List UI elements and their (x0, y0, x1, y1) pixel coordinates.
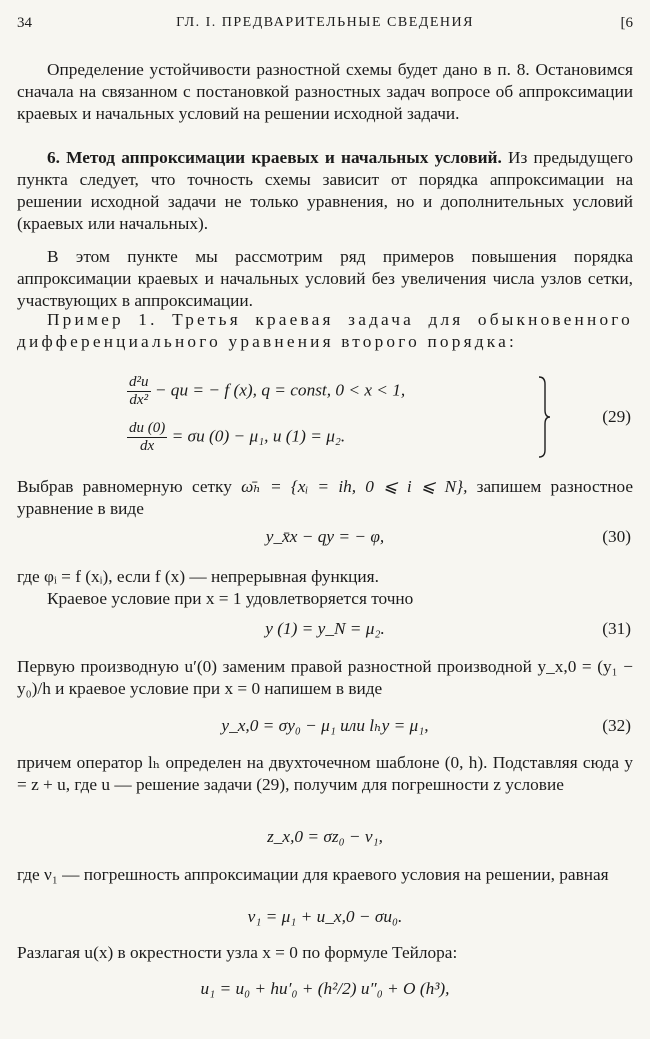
grid-paragraph: Выбрав равномерную сетку ω̄ₕ = {xᵢ = ih, 0 ⩽ i ⩽ N}, запишем разностное уравнение в виде (17, 477, 633, 518)
nu-paragraph: где ν₁ — погрешность аппроксимации для краевого условия на решении, равная (17, 865, 609, 884)
section-heading: 6. Метод аппроксимации краевых и начальных условий. (47, 148, 502, 167)
where-phi: где φᵢ = f (xᵢ), если f (x) — непрерывная функция. (17, 567, 379, 586)
equation-32: y_x,0 = σy₀ − μ₁ или lₕy = μ₁, (32) (221, 716, 631, 735)
section-6 (17, 147, 633, 235)
paragraph-stability: Определение устойчивости разностной схемы будет дано в п. 8. Остановимся сначала на связанном с постановкой разностных задач вопросе об аппроксимации краевых и начальных условий на решении исходной задачи. (17, 60, 633, 123)
equation-30: y_x̄x − qy = − φ, (30) (265, 527, 631, 546)
derivative-paragraph: Первую производную u′(0) заменим правой разностной производной y_x,0 = (y₁ − y₀)/h и краевое условие при x = 0 напишем в виде (17, 657, 633, 698)
equation-z: z_x,0 = σz₀ − ν₁, (267, 827, 383, 846)
paragraph-examples: В этом пункте мы рассмотрим ряд примеров повышения порядка аппроксимации краевых и начальных условий без увеличения числа узлов сетки, участвующих в аппроксимации. (17, 247, 633, 310)
eq29-number: (29) (602, 407, 631, 426)
grid-definition: ω̄ₕ = {xᵢ = ih, 0 ⩽ i ⩽ N}, (241, 477, 468, 496)
taylor-paragraph: Разлагая u(x) в окрестности узла x = 0 по формуле Тейлора: (17, 943, 458, 962)
boundary-paragraph: Краевое условие при x = 1 удовлетворяется точно (47, 589, 414, 608)
page-number: 34 (17, 15, 32, 31)
chapter-title: ГЛ. I. ПРЕДВАРИТЕЛЬНЫЕ СВЕДЕНИЯ (176, 15, 474, 30)
running-header (17, 12, 633, 34)
right-brace (537, 376, 551, 458)
operator-paragraph: причем оператор lₕ определен на двухточечном шаблоне (0, h). Подставляя сюда y = z + u, где u — решение задачи (29), получим для погрешности z условие (17, 753, 633, 794)
equation-taylor: u₁ = u₀ + hu′₀ + (h²/2) u″₀ + O (h³), (200, 979, 450, 998)
eq29-row1: $\frac{\text{d²u}}{\text{dx²}}$ − qu = − f (x), q = const, 0 < x < 1, (129, 374, 406, 408)
equation-29 (127, 374, 633, 460)
example-1: Пример 1. Третья краевая задача для обыкновенного дифференциального уравнения второго порядка: (17, 310, 633, 351)
eq29-row2: $\frac{du (0)}{dx}$ = σu (0) − μ₁, u (1) = μ₂. (129, 420, 346, 454)
section-text: Из предыдущего пункта следует, что точность схемы зависит от порядка аппроксимации на решении исходной задачи не только уравнения, но и дополнительных условий (краевых или начальных). (17, 148, 633, 233)
signature-mark: [6 (620, 15, 633, 31)
equation-31: y (1) = y_N = μ₂. (31) (265, 619, 631, 638)
equation-nu: ν₁ = μ₁ + u_x,0 − σu₀. (247, 907, 403, 926)
